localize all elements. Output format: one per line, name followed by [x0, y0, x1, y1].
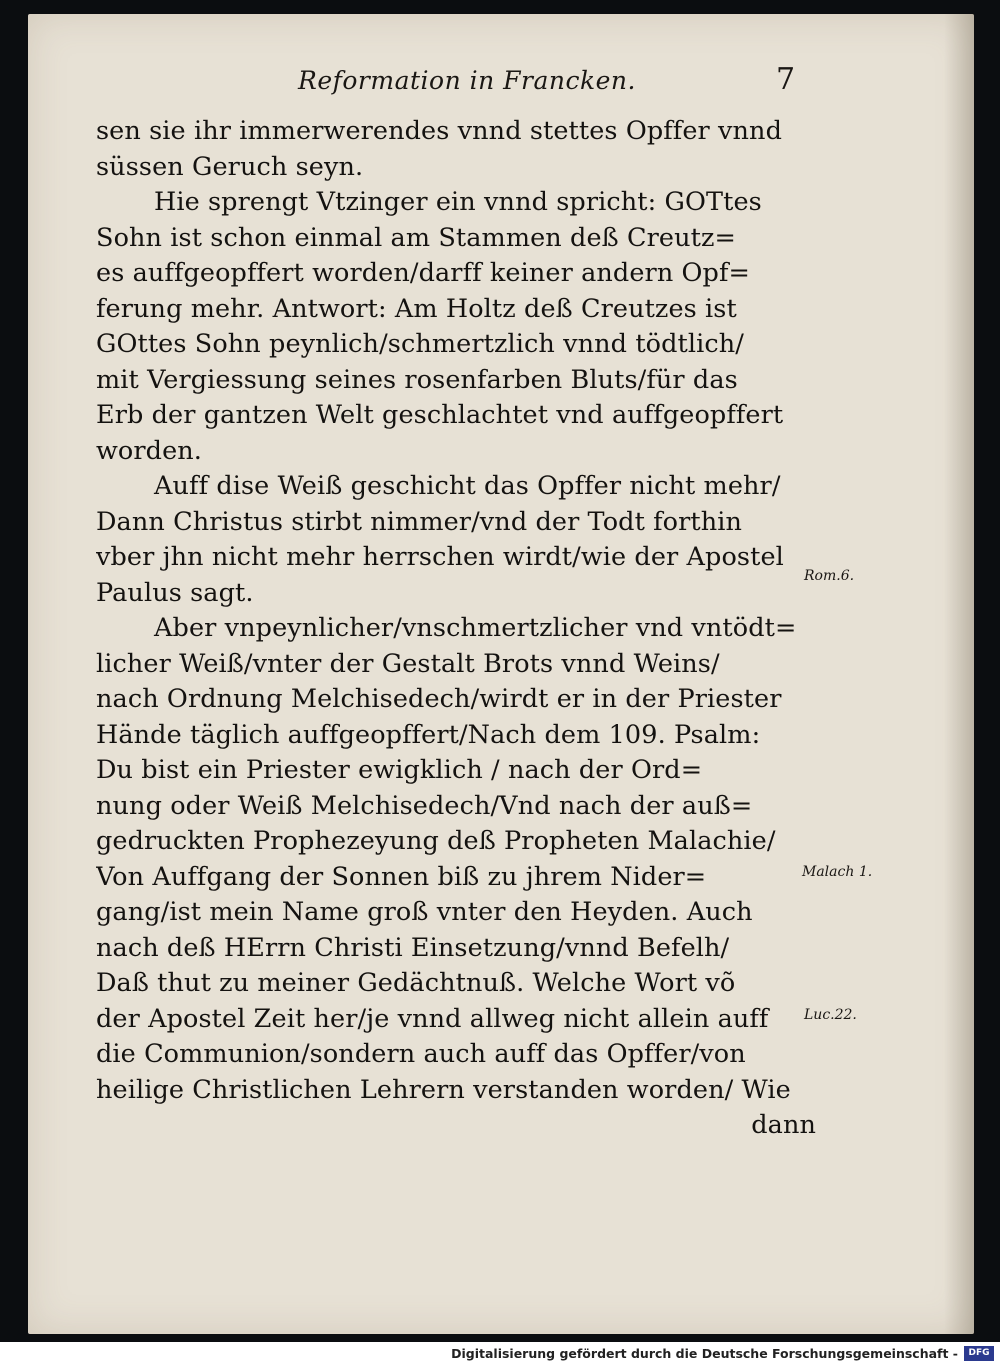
text-line: die Communion/sondern auch auff das Opffer/von [96, 1039, 746, 1069]
page-edge-shadow [944, 14, 974, 1334]
text-line: GOttes Sohn peynlich/schmertzlich vnnd tödtlich/ [96, 329, 744, 359]
funding-credit: Digitalisierung gefördert durch die Deutsche Forschungsgemeinschaft - [451, 1346, 958, 1361]
dfg-logo: DFG [964, 1346, 994, 1361]
text-line: mit Vergiessung seines rosenfarben Bluts/für das [96, 364, 738, 395]
text-line: nach deß HErrn Christi Einsetzung/vnnd Befelh/ [96, 932, 730, 963]
text-line: Von Auffgang der Sonnen biß zu jhrem Nider= [96, 861, 707, 892]
text-line: gedruckten Prophezeyung deß Propheten Malachie/ [96, 826, 776, 856]
text-line: ferung mehr. Antwort: Am Holtz deß Creutzes ist [96, 293, 737, 324]
running-title: Reformation in Francken. [298, 66, 636, 95]
text-line: süssen Geruch seyn. [96, 151, 364, 182]
text-line: gang/ist mein Name groß vnter den Heyden. Auch [96, 897, 753, 927]
text-line: Auff dise Weiß geschicht das Opffer nicht mehr/ [154, 471, 781, 501]
book-page [28, 14, 974, 1334]
text-line: vber jhn nicht mehr herrschen wirdt/wie der Apostel [96, 542, 784, 572]
text-line: heilige Christlichen Lehrern verstanden worden/ Wie [96, 1074, 791, 1105]
text-line: Erb der gantzen Welt geschlachtet vnd auffgeopffert [96, 400, 784, 430]
margin-note-luc: Luc.22. [804, 1007, 857, 1023]
text-line: Hände täglich auffgeopffert/Nach dem 109. Psalm: [96, 719, 761, 750]
margin-note-malach: Malach 1. [802, 864, 873, 880]
text-line: worden. [96, 435, 203, 466]
text-line: Sohn ist schon einmal am Stammen deß Creutz= [96, 222, 736, 253]
body-text [96, 114, 816, 1144]
margin-note-rom: Rom.6. [804, 568, 855, 584]
text-line: Paulus sagt. [96, 577, 254, 608]
text-line: nung oder Weiß Melchisedech/Vnd nach der auß= [96, 790, 753, 821]
page-number: 7 [776, 62, 796, 97]
catchword: dann [751, 1110, 816, 1140]
text-line: Aber vnpeynlicher/vnschmertzlicher vnd vntödt= [154, 613, 797, 643]
text-line: Hie sprengt Vtzinger ein vnnd spricht: GOTtes [154, 187, 762, 217]
text-line: Du bist ein Priester ewigklich / nach der Ord= [96, 755, 703, 785]
text-line: es auffgeopffert worden/darff keiner andern Opf= [96, 258, 750, 288]
text-line: der Apostel Zeit her/je vnnd allweg nicht allein auff [96, 1003, 769, 1034]
text-line: Daß thut zu meiner Gedächtnuß. Welche Wort võ [96, 968, 736, 998]
footer-bar [0, 1342, 1000, 1367]
text-line: licher Weiß/vnter der Gestalt Brots vnnd Weins/ [96, 648, 720, 679]
text-line: sen sie ihr immerwerendes vnnd stettes Opffer vnnd [96, 116, 782, 146]
text-line: Dann Christus stirbt nimmer/vnd der Todt forthin [96, 506, 743, 537]
text-line: nach Ordnung Melchisedech/wirdt er in der Priester [96, 684, 782, 714]
